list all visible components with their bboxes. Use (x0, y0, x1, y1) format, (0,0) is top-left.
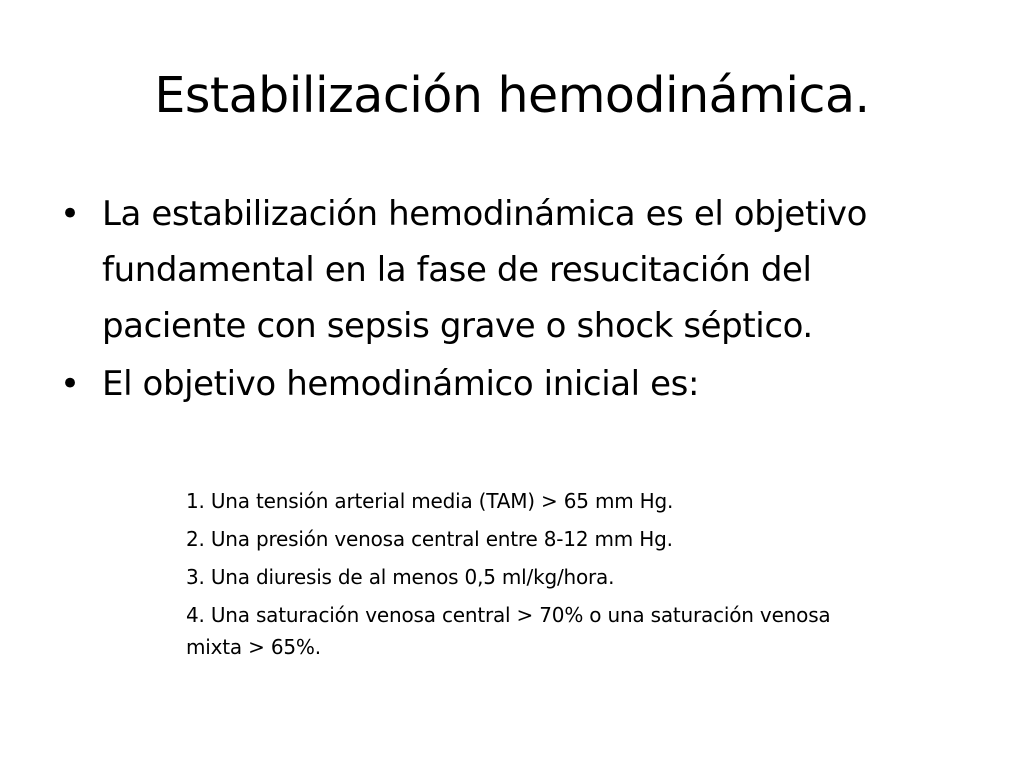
objective-line: 4. Una saturación venosa central > 70% o una saturación venosa (186, 603, 831, 627)
objective-item-3 (186, 561, 966, 593)
bullet-line: fundamental en la fase de resucitación del (102, 250, 812, 290)
objective-list (186, 485, 966, 669)
bullet-list (60, 186, 970, 414)
bullet-item-1 (60, 186, 970, 354)
slide-title: Estabilización hemodinámica. (154, 67, 870, 124)
objective-item-4 (186, 599, 966, 663)
bullet-line: La estabilización hemodinámica es el objetivo (102, 194, 868, 234)
objective-line: 3. Una diuresis de al menos 0,5 ml/kg/hora. (186, 565, 615, 589)
bullet-line: paciente con sepsis grave o shock séptico. (102, 306, 813, 346)
objective-item-2 (186, 523, 966, 555)
bullet-item-2 (60, 356, 970, 412)
bullet-marker: • (60, 364, 80, 404)
objective-line: mixta > 65%. (186, 635, 321, 659)
objective-line: 2. Una presión venosa central entre 8-12 mm Hg. (186, 527, 673, 551)
bullet-marker: • (60, 194, 80, 234)
objective-line: 1. Una tensión arterial media (TAM) > 65 mm Hg. (186, 489, 674, 513)
objective-item-1 (186, 485, 966, 517)
bullet-line: El objetivo hemodinámico inicial es: (102, 364, 700, 404)
